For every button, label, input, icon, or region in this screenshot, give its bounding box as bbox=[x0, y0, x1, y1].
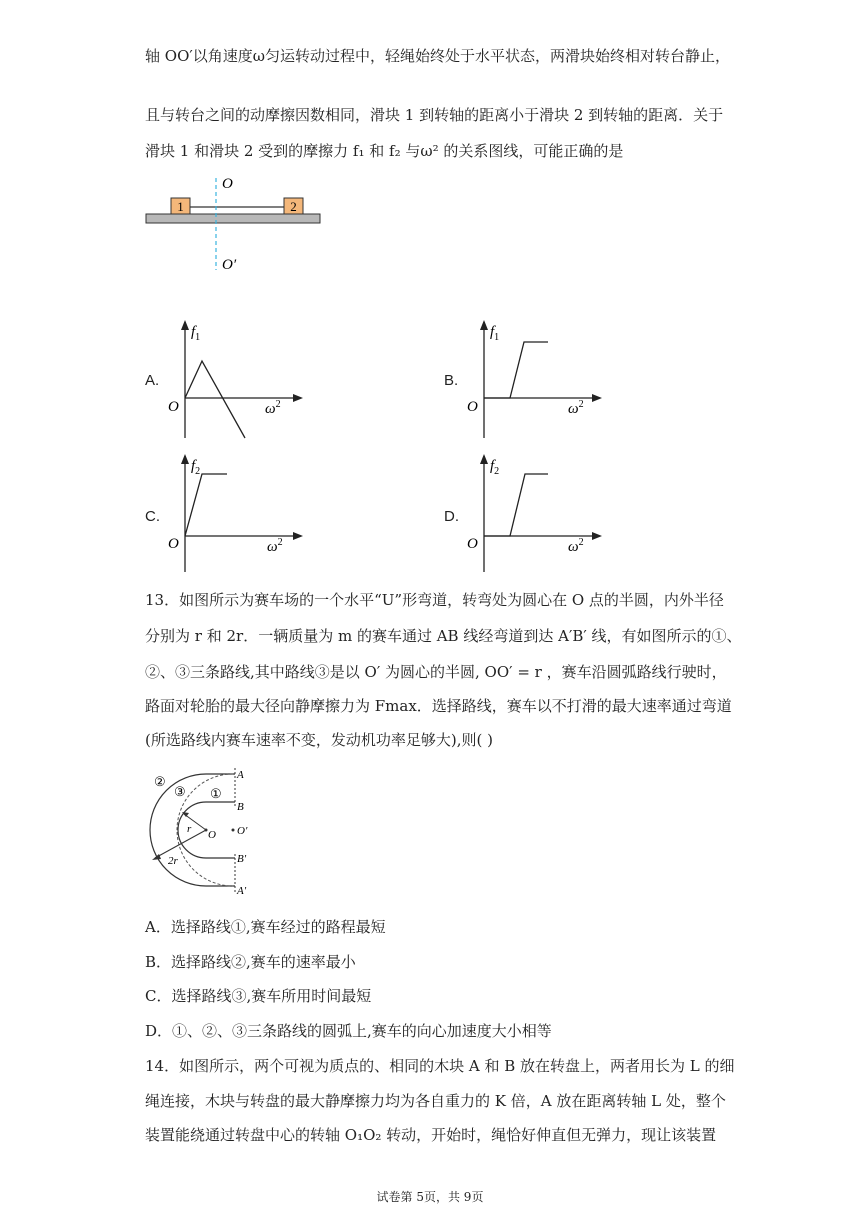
q13-text-line-2: 分别为 r 和 2r．一辆质量为 m 的赛车通过 AB 线经弯道到达 A′B′ 线，有如图所示的①、 bbox=[145, 627, 742, 645]
option-b-label: B. bbox=[444, 372, 459, 389]
q13-text-line-1: 13．如图所示为赛车场的一个水平“U”形弯道，转弯处为圆心在 O 点的半圆，内外半径 bbox=[145, 591, 724, 609]
turntable-bar bbox=[146, 214, 320, 223]
option-c-label: C. bbox=[145, 508, 160, 525]
x-axis-label: ω bbox=[267, 539, 278, 555]
x-axis-superscript: 2 bbox=[277, 537, 283, 548]
origin-label: O bbox=[467, 536, 478, 552]
svg-text:ω2 bbox=[265, 399, 281, 417]
svg-text:ω2 bbox=[267, 537, 283, 555]
svg-text:f2 bbox=[490, 458, 499, 477]
f2-line bbox=[185, 474, 227, 536]
y-axis-label: f bbox=[490, 458, 495, 474]
svg-text:ω2 bbox=[568, 399, 584, 417]
y-axis-subscript: 2 bbox=[494, 466, 500, 477]
radius-2r-label: 2r bbox=[168, 855, 178, 867]
origin-label: O bbox=[168, 399, 179, 415]
option-d-label: D. bbox=[444, 508, 459, 525]
center-O-prime-dot bbox=[232, 829, 235, 832]
route-2-label: ② bbox=[154, 774, 166, 789]
x-axis-label: ω bbox=[265, 401, 276, 417]
q13-option-a: A．选择路线①,赛车经过的路程最短 bbox=[145, 918, 386, 936]
q12-text-line-2: 且与转台之间的动摩擦因数相同，滑块 1 到转轴的距离小于滑块 2 到转轴的距离．关于 bbox=[145, 106, 724, 124]
f1-line bbox=[484, 342, 548, 398]
y-axis-label: f bbox=[191, 324, 196, 340]
q13-text-line-5: (所选路线内赛车速率不变，发动机功率足够大),则( ) bbox=[145, 731, 493, 749]
q13-option-c: C．选择路线③,赛车所用时间最短 bbox=[145, 987, 372, 1005]
radius-r-label: r bbox=[187, 823, 192, 835]
option-c-graph bbox=[165, 452, 305, 576]
svg-text:f1 bbox=[490, 324, 499, 343]
x-axis-label: ω bbox=[568, 539, 579, 555]
y-axis-subscript: 2 bbox=[195, 466, 201, 477]
q12-turntable-figure bbox=[140, 170, 340, 280]
q13-option-b: B．选择路线②,赛车的速率最小 bbox=[145, 953, 356, 971]
y-axis-subscript: 1 bbox=[195, 332, 201, 343]
radius-2r-arrow bbox=[155, 830, 206, 858]
x-axis-superscript: 2 bbox=[578, 399, 584, 410]
q13-option-d: D．①、②、③三条路线的圆弧上,赛车的向心加速度大小相等 bbox=[145, 1022, 552, 1040]
q14-text-line-3: 装置能绕通过转盘中心的转轴 O₁O₂ 转动，开始时，绳恰好伸直但无弹力，现让该装置 bbox=[145, 1126, 717, 1144]
axis-label-O: O bbox=[222, 176, 233, 192]
y-axis-label: f bbox=[191, 458, 196, 474]
f2-line bbox=[484, 474, 548, 536]
block-2-label: 2 bbox=[290, 199, 297, 214]
page-footer: 试卷第 5页，共 9页 bbox=[376, 1190, 484, 1204]
origin-label: O bbox=[168, 536, 179, 552]
q12-text-line-1: 轴 OO′以角速度ω匀运转动过程中，轻绳始终处于水平状态，两滑块始终相对转台静止， bbox=[145, 47, 731, 65]
f1-line bbox=[185, 361, 245, 438]
q13-text-line-4: 路面对轮胎的最大径向静摩擦力为 Fmax．选择路线，赛车以不打滑的最大速率通过弯道 bbox=[145, 697, 732, 715]
svg-text:f2 bbox=[191, 458, 200, 477]
point-B-label: B bbox=[237, 801, 244, 813]
q13-u-track-figure bbox=[140, 760, 260, 898]
option-a-graph bbox=[165, 318, 305, 442]
q13-text-line-3: ②、③三条路线,其中路线③是以 O′ 为圆心的半圆, OO′ = r ，赛车沿圆弧路线行驶时， bbox=[145, 663, 727, 681]
axis-label-O-prime: O′ bbox=[222, 257, 237, 273]
q14-text-line-1: 14．如图所示，两个可视为质点的、相同的木块 A 和 B 放在转盘上，两者用长为 L 的细 bbox=[145, 1057, 735, 1075]
center-O-prime-label: O′ bbox=[237, 825, 248, 837]
center-O-label: O bbox=[208, 829, 216, 841]
block-1-label: 1 bbox=[177, 199, 184, 214]
x-axis-label: ω bbox=[568, 401, 579, 417]
point-A-prime-label: A′ bbox=[237, 885, 247, 897]
route-1-label: ① bbox=[210, 786, 222, 801]
point-A-label: A bbox=[237, 769, 244, 781]
q14-text-line-2: 绳连接，木块与转盘的最大静摩擦力均为各自重力的 K 倍，A 放在距离转轴 L 处，整个 bbox=[145, 1092, 726, 1110]
point-B-prime-label: B′ bbox=[237, 853, 247, 865]
origin-label: O bbox=[467, 399, 478, 415]
option-a-label: A. bbox=[145, 372, 160, 389]
route-3-label: ③ bbox=[174, 784, 186, 799]
y-axis-label: f bbox=[490, 324, 495, 340]
option-b-graph bbox=[464, 318, 604, 442]
x-axis-superscript: 2 bbox=[578, 537, 584, 548]
svg-text:f1 bbox=[191, 324, 200, 343]
x-axis-superscript: 2 bbox=[275, 399, 281, 410]
svg-text:ω2 bbox=[568, 537, 584, 555]
option-d-graph bbox=[464, 452, 604, 576]
q12-text-line-3: 滑块 1 和滑块 2 受到的摩擦力 f₁ 和 f₂ 与ω² 的关系图线，可能正确的是 bbox=[145, 142, 624, 160]
y-axis-subscript: 1 bbox=[494, 332, 500, 343]
